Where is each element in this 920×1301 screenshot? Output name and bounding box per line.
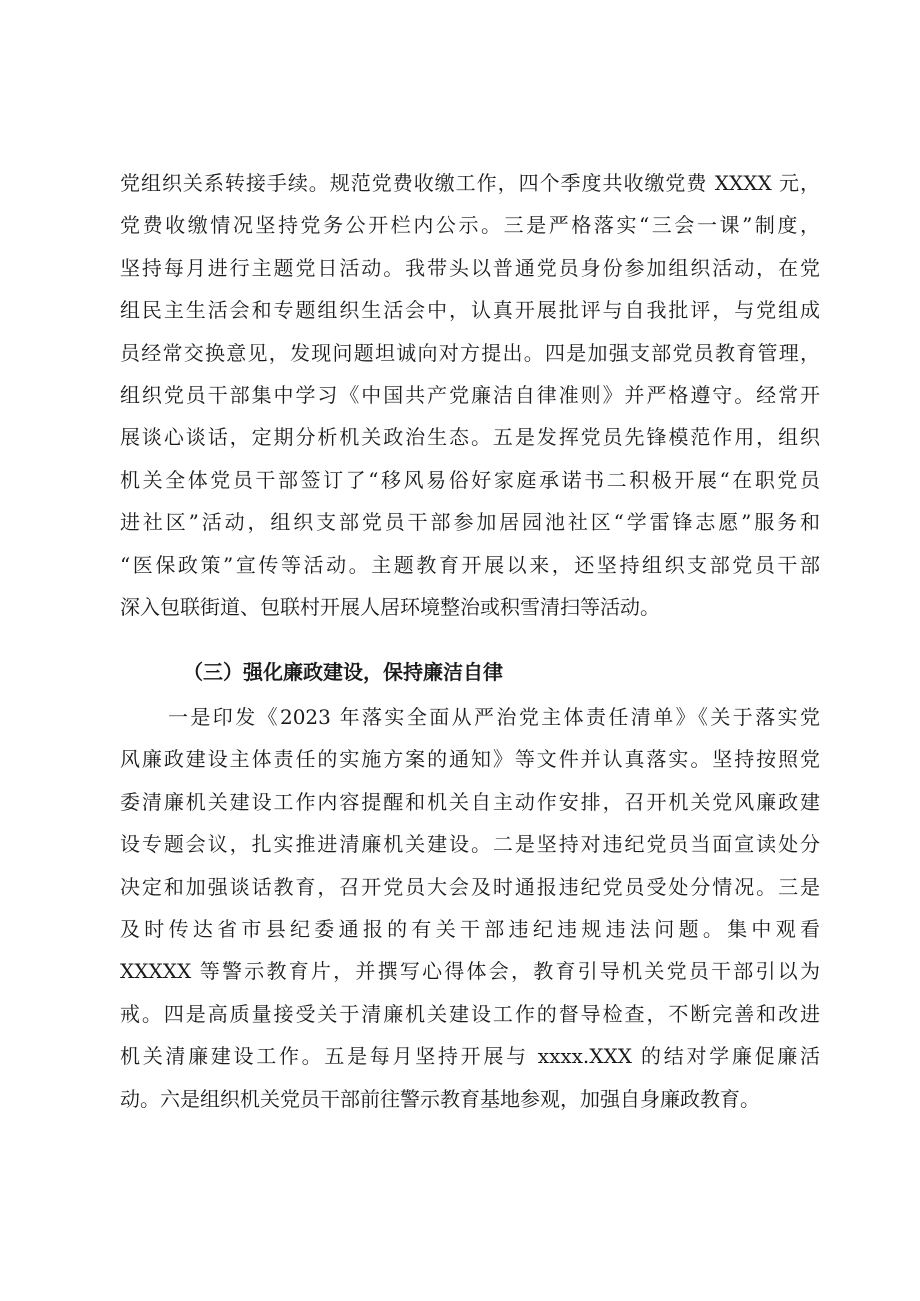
text-line: 坚持每月进行主题党日活动。我带头以普通党员身份参加组织活动，在党: [120, 255, 820, 280]
text-line: 一是印发《2023 年落实全面从严治党主体责任清单》《关于落实党: [168, 705, 820, 729]
text-line: 动。六是组织机关党员干部前往警示教育基地参观，加强自身廉政教育。: [120, 1086, 760, 1111]
text-line: 机关清廉建设工作。五是每月坚持开展与 xxxx.XXX 的结对学廉促廉活: [120, 1044, 820, 1069]
paragraph-integrity-building: [120, 696, 820, 1120]
text-line: 组织党员干部集中学习《中国共产党廉洁自律准则》并严格遵守。经常开: [120, 382, 820, 407]
text-line: 及时传达省市县纪委通报的有关干部违纪违规违法问题。集中观看: [120, 916, 820, 941]
text-line: 党费收缴情况坚持党务公开栏内公示。三是严格落实“三会一课”制度，: [120, 213, 820, 238]
text-line: 风廉政建设主体责任的实施方案的通知》等文件并认真落实。坚持按照党: [120, 747, 820, 772]
text-line: 设专题会议，扎实推进清廉机关建设。二是坚持对违纪党员当面宣读处分: [120, 832, 820, 857]
text-line: 展谈心谈话，定期分析机关政治生态。五是发挥党员先锋模范作用，组织: [120, 425, 820, 450]
text-line: 机关全体党员干部签订了“移风易俗好家庭承诺书二积极开展“在职党员: [120, 467, 820, 492]
section-heading: （三）强化廉政建设，保持廉洁自律: [183, 660, 503, 684]
text-line: 员经常交换意见，发现问题坦诚向对方提出。四是加强支部党员教育管理，: [120, 340, 820, 365]
text-line: XXXXX 等警示教育片，并撰写心得体会，教育引导机关党员干部引以为: [120, 959, 820, 984]
paragraph-party-organization: [120, 162, 820, 628]
text-line: 进社区”活动，组织支部党员干部参加居园池社区“学雷锋志愿”服务和: [120, 510, 820, 535]
text-line: 决定和加强谈话教育，召开党员大会及时通报违纪党员受处分情况。三是: [120, 874, 820, 899]
text-line: 戒。四是高质量接受关于清廉机关建设工作的督导检查，不断完善和改进: [120, 1001, 820, 1026]
text-line: 组民主生活会和专题组织生活会中，认真开展批评与自我批评，与党组成: [120, 298, 820, 323]
text-line: “医保政策”宣传等活动。主题教育开展以来，还坚持组织支部党员干部: [120, 552, 820, 577]
text-line: 深入包联街道、包联村开展人居环境整治或积雪清扫等活动。: [120, 594, 660, 619]
text-line: 委清廉机关建设工作内容提醒和机关自主动作安排，召开机关党风廉政建: [120, 789, 820, 814]
text-line: 党组织关系转接手续。规范党费收缴工作，四个季度共收缴党费 XXXX 元，: [120, 171, 820, 195]
